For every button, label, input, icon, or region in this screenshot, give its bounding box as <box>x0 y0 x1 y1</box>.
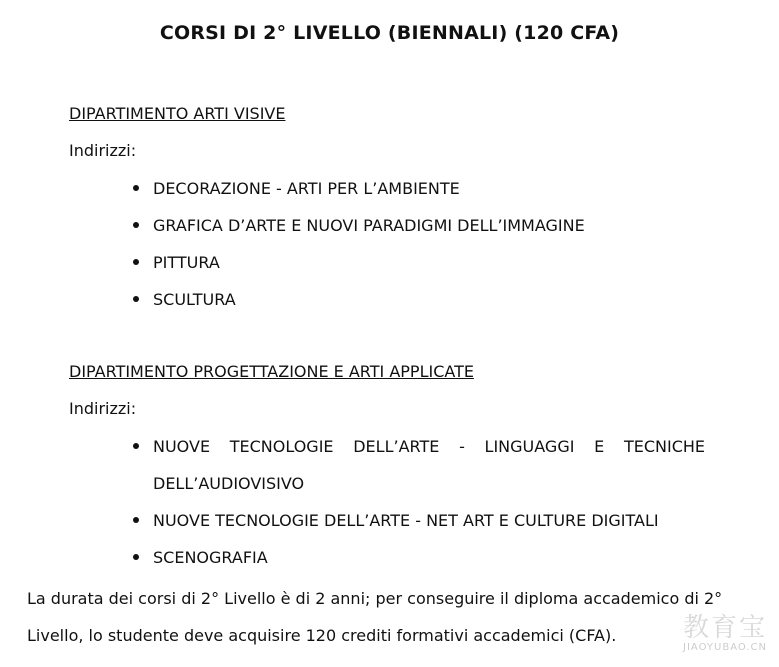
list-item <box>133 207 705 244</box>
course-list-progettazione <box>133 428 705 576</box>
watermark-logo-text: 教育宝 <box>682 613 767 643</box>
paragraph-line-1: La durata dei corsi di 2° Livello è di 2 anni; per conseguire il diploma accademico di 2° <box>27 589 723 608</box>
bullet-icon <box>133 222 139 228</box>
course-name: SCENOGRAFIA <box>153 548 268 567</box>
list-item <box>133 170 705 207</box>
bullet-icon <box>133 185 139 191</box>
list-item <box>133 428 705 502</box>
indirizzi-label: Indirizzi: <box>69 399 137 418</box>
course-list-arti-visive <box>133 170 705 318</box>
course-name-line-2: DELL’AUDIOVISIVO <box>153 474 305 493</box>
bullet-icon <box>133 443 139 449</box>
page-title: CORSI DI 2° LIVELLO (BIENNALI) (120 CFA) <box>159 22 620 44</box>
department-title-progettazione: DIPARTIMENTO PROGETTAZIONE E ARTI APPLICATE <box>69 362 474 381</box>
course-name: PITTURA <box>153 253 220 272</box>
duration-paragraph <box>27 580 751 654</box>
paragraph-line-2: Livello, lo studente deve acquisire 120 crediti formativi accademici (CFA). <box>27 626 617 645</box>
list-item <box>133 502 705 539</box>
course-name: GRAFICA D’ARTE E NUOVI PARADIGMI DELL’IMMAGINE <box>153 216 585 235</box>
bullet-icon <box>133 296 139 302</box>
course-name: DECORAZIONE - ARTI PER L’AMBIENTE <box>153 179 460 198</box>
list-item <box>133 244 705 281</box>
indirizzi-label: Indirizzi: <box>69 141 137 160</box>
list-item <box>133 539 705 576</box>
watermark-logo <box>683 614 767 653</box>
bullet-icon <box>133 259 139 265</box>
bullet-icon <box>133 554 139 560</box>
bullet-icon <box>133 517 139 523</box>
watermark-url: JIAOYUBAO.CN <box>683 642 767 653</box>
course-name: SCULTURA <box>153 290 236 309</box>
list-item <box>133 281 705 318</box>
course-name: NUOVE TECNOLOGIE DELL’ARTE - NET ART E CULTURE DIGITALI <box>153 511 659 530</box>
department-title-arti-visive: DIPARTIMENTO ARTI VISIVE <box>69 104 286 123</box>
course-name-line-1: NUOVE TECNOLOGIE DELL’ARTE - LINGUAGGI E TECNICHE <box>153 437 705 456</box>
